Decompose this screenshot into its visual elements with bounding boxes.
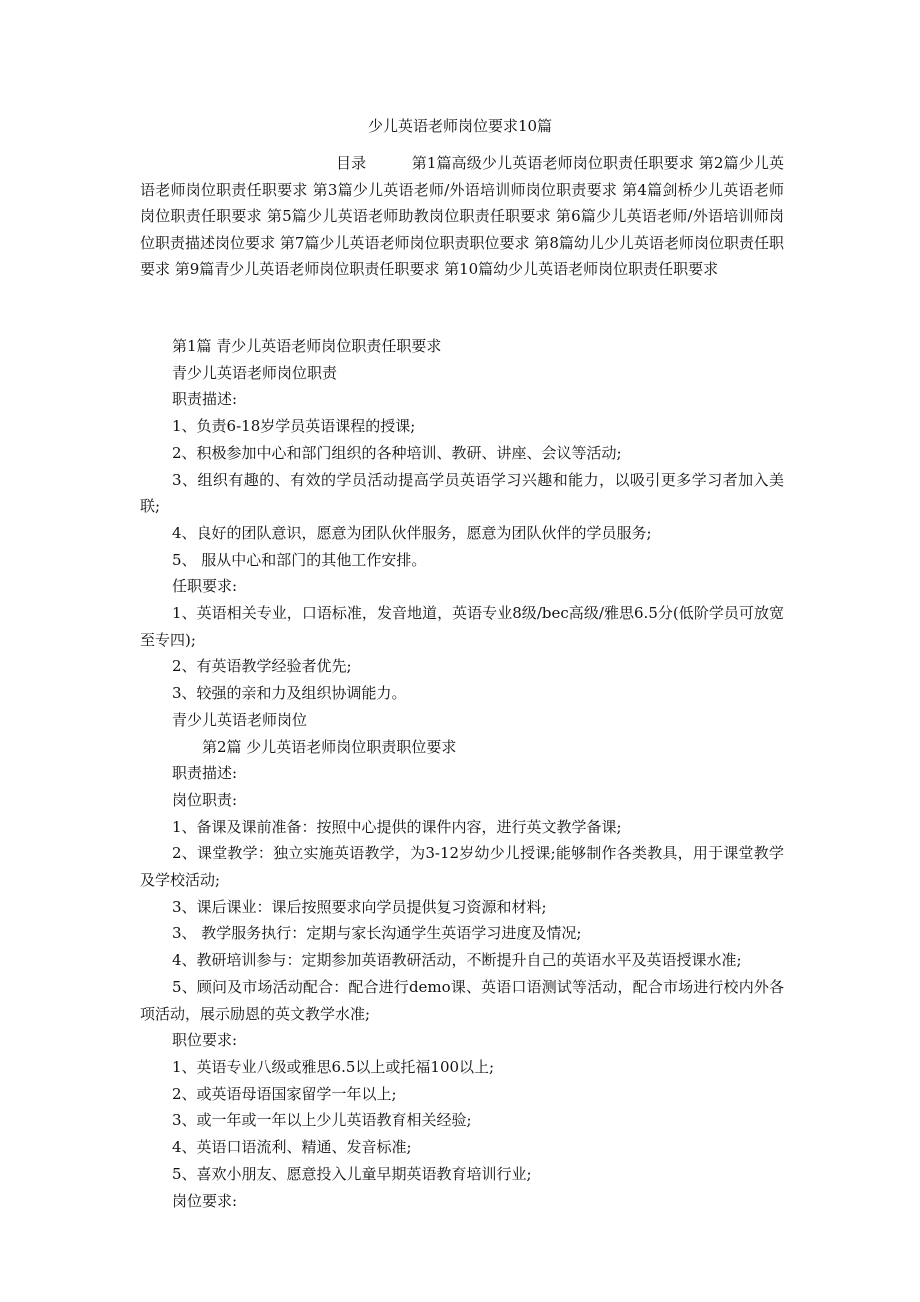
section-heading: 第1篇 青少儿英语老师岗位职责任职要求 — [172, 337, 442, 355]
paragraph: 职责描述: — [172, 764, 238, 783]
paragraph: 5、顾问及市场活动配合：配合进行demo课、英语口语测试等活动，配合市场进行校内外各项活动，展示励恩的英文教学水准; — [140, 977, 784, 1023]
section-heading: 第2篇 少儿英语老师岗位职责职位要求 — [202, 737, 457, 756]
paragraph: 3、较强的亲和力及组织协调能力。 — [172, 684, 407, 703]
paragraph: 青少儿英语老师岗位 — [172, 710, 308, 729]
paragraph: 3、组织有趣的、有效的学员活动提高学员英语学习兴趣和能力，以吸引更多学习者加入美联; — [140, 470, 784, 516]
paragraph: 职责描述: — [172, 390, 238, 409]
paragraph: 2、积极参加中心和部门组织的各种培训、教研、讲座、会议等活动; — [172, 443, 622, 462]
document-body — [140, 333, 784, 1214]
paragraph: 3、课后课业：课后按照要求向学员提供复习资源和材料; — [172, 897, 547, 916]
paragraph: 4、教研培训参与：定期参加英语教研活动，不断提升自己的英语水平及英语授课水准; — [172, 951, 742, 970]
paragraph: 1、负责6-18岁学员英语课程的授课; — [172, 417, 416, 436]
document-title: 少儿英语老师岗位要求10篇 — [367, 117, 553, 135]
paragraph: 1、备课及课前准备：按照中心提供的课件内容，进行英文教学备课; — [172, 817, 622, 836]
paragraph: 5、 服从中心和部门的其他工作安排。 — [172, 550, 427, 569]
table-of-contents: 目录 第1篇高级少儿英语老师岗位职责任职要求 第2篇少儿英语老师岗位职责任职要求 第3篇少儿英语老师/外语培训师岗位职责要求 第4篇剑桥少儿英语老师岗位职责任职要求 第5篇少儿英语老师助教岗位职责任职要求 第6篇少儿英语老师/外语培训师岗位职责描述岗位要求 第7篇少儿英语老师岗位职责职位要求 第8篇幼儿少儿英语老师岗位职责任职要求 第9篇青少儿英语老师岗位职责任职要求 第10篇幼少儿英语老师岗位职责任职要求 — [140, 154, 784, 278]
paragraph: 青少儿英语老师岗位职责 — [172, 363, 338, 382]
paragraph: 任职要求: — [172, 577, 238, 596]
paragraph: 岗位要求: — [172, 1191, 238, 1210]
paragraph: 职位要求: — [172, 1031, 238, 1050]
paragraph: 1、英语专业八级或雅思6.5以上或托福100以上; — [172, 1057, 495, 1076]
paragraph: 岗位职责: — [172, 790, 238, 809]
paragraph: 4、英语口语流利、精通、发音标准; — [172, 1138, 412, 1157]
paragraph: 1、英语相关专业，口语标准，发音地道，英语专业8级/bec高级/雅思6.5分(低阶学员可放宽至专四); — [140, 604, 784, 649]
paragraph: 3、 教学服务执行：定期与家长沟通学生英语学习进度及情况; — [172, 924, 582, 943]
paragraph: 2、或英语母语国家留学一年以上; — [172, 1084, 397, 1103]
paragraph: 3、或一年或一年以上少儿英语教育相关经验; — [172, 1111, 472, 1130]
paragraph: 2、有英语教学经验者优先; — [172, 657, 352, 676]
paragraph: 4、良好的团队意识，愿意为团队伙伴服务，愿意为团队伙伴的学员服务; — [172, 523, 652, 542]
paragraph: 5、喜欢小朋友、愿意投入儿童早期英语教育培训行业; — [172, 1164, 532, 1183]
paragraph: 2、课堂教学：独立实施英语教学，为3-12岁幼少儿授课;能够制作各类教具，用于课堂教学及学校活动; — [140, 844, 784, 890]
